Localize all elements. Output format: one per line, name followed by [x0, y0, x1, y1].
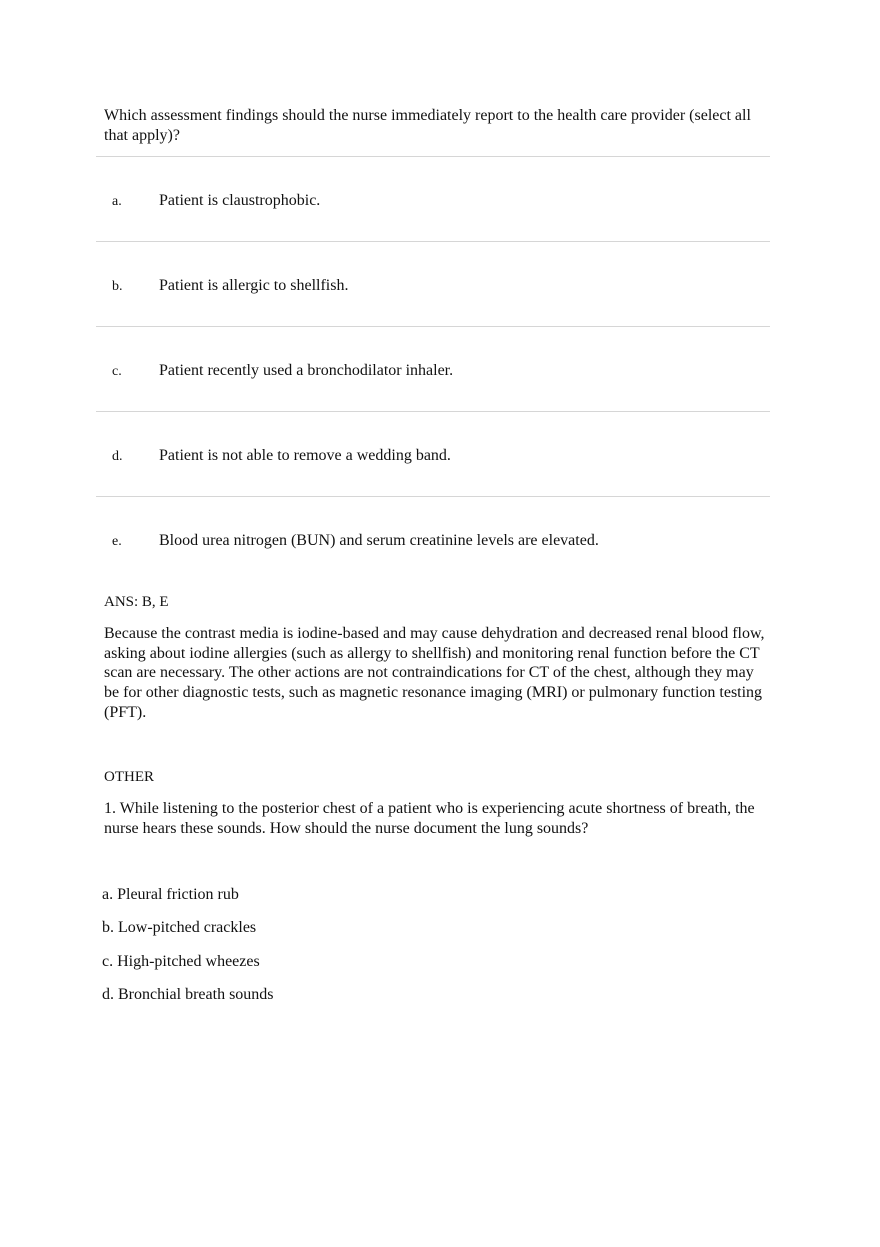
rationale-paragraph: Because the contrast media is iodine-based and may cause dehydration and decreased renal blood flow, asking about iodine allergies (such as allergy to shellfish) and monitoring renal function before the CT scan are necessary. The other actions are not contraindications for CT of the chest, although they may be for other diagnostic tests, such as magnetic resonance imaging (MRI) or pulmonary function testing (PFT). — [104, 625, 765, 721]
option-text: Blood urea nitrogen (BUN) and serum creatinine levels are elevated. — [159, 532, 599, 549]
option-letter: a. — [112, 194, 122, 209]
option-text: Patient is claustrophobic. — [159, 192, 321, 209]
question-2-choices — [102, 885, 274, 1018]
option-row-a — [96, 157, 770, 242]
option-text: Patient recently used a bronchodilator inhaler. — [159, 362, 454, 379]
answer-key: ANS: B, E — [104, 594, 169, 610]
question-stem: Which assessment findings should the nurse immediately report to the health care provider (select all that apply)? — [104, 107, 751, 144]
question-2-stem: 1. While listening to the posterior chest of a patient who is experiencing acute shortness of breath, the nurse hears these sounds. How should the nurse document the lung sounds? — [104, 800, 755, 837]
option-text: Patient is not able to remove a wedding band. — [159, 447, 451, 464]
option-letter: c. — [112, 364, 122, 379]
choice-item: a. Pleural friction rub — [102, 886, 239, 903]
choice-item: c. High-pitched wheezes — [102, 952, 260, 970]
option-row-b — [96, 242, 770, 327]
choice-item: b. Low-pitched crackles — [102, 919, 257, 937]
option-letter: e. — [112, 534, 122, 549]
option-row-e — [96, 497, 770, 581]
section-heading: OTHER — [104, 769, 154, 785]
choice-item: d. Bronchial breath sounds — [102, 985, 274, 1003]
option-letter: d. — [112, 449, 123, 464]
option-row-d — [96, 412, 770, 497]
answer-options-table — [96, 156, 770, 581]
option-letter: b. — [112, 279, 123, 294]
option-text: Patient is allergic to shellfish. — [159, 277, 349, 294]
option-row-c — [96, 327, 770, 412]
